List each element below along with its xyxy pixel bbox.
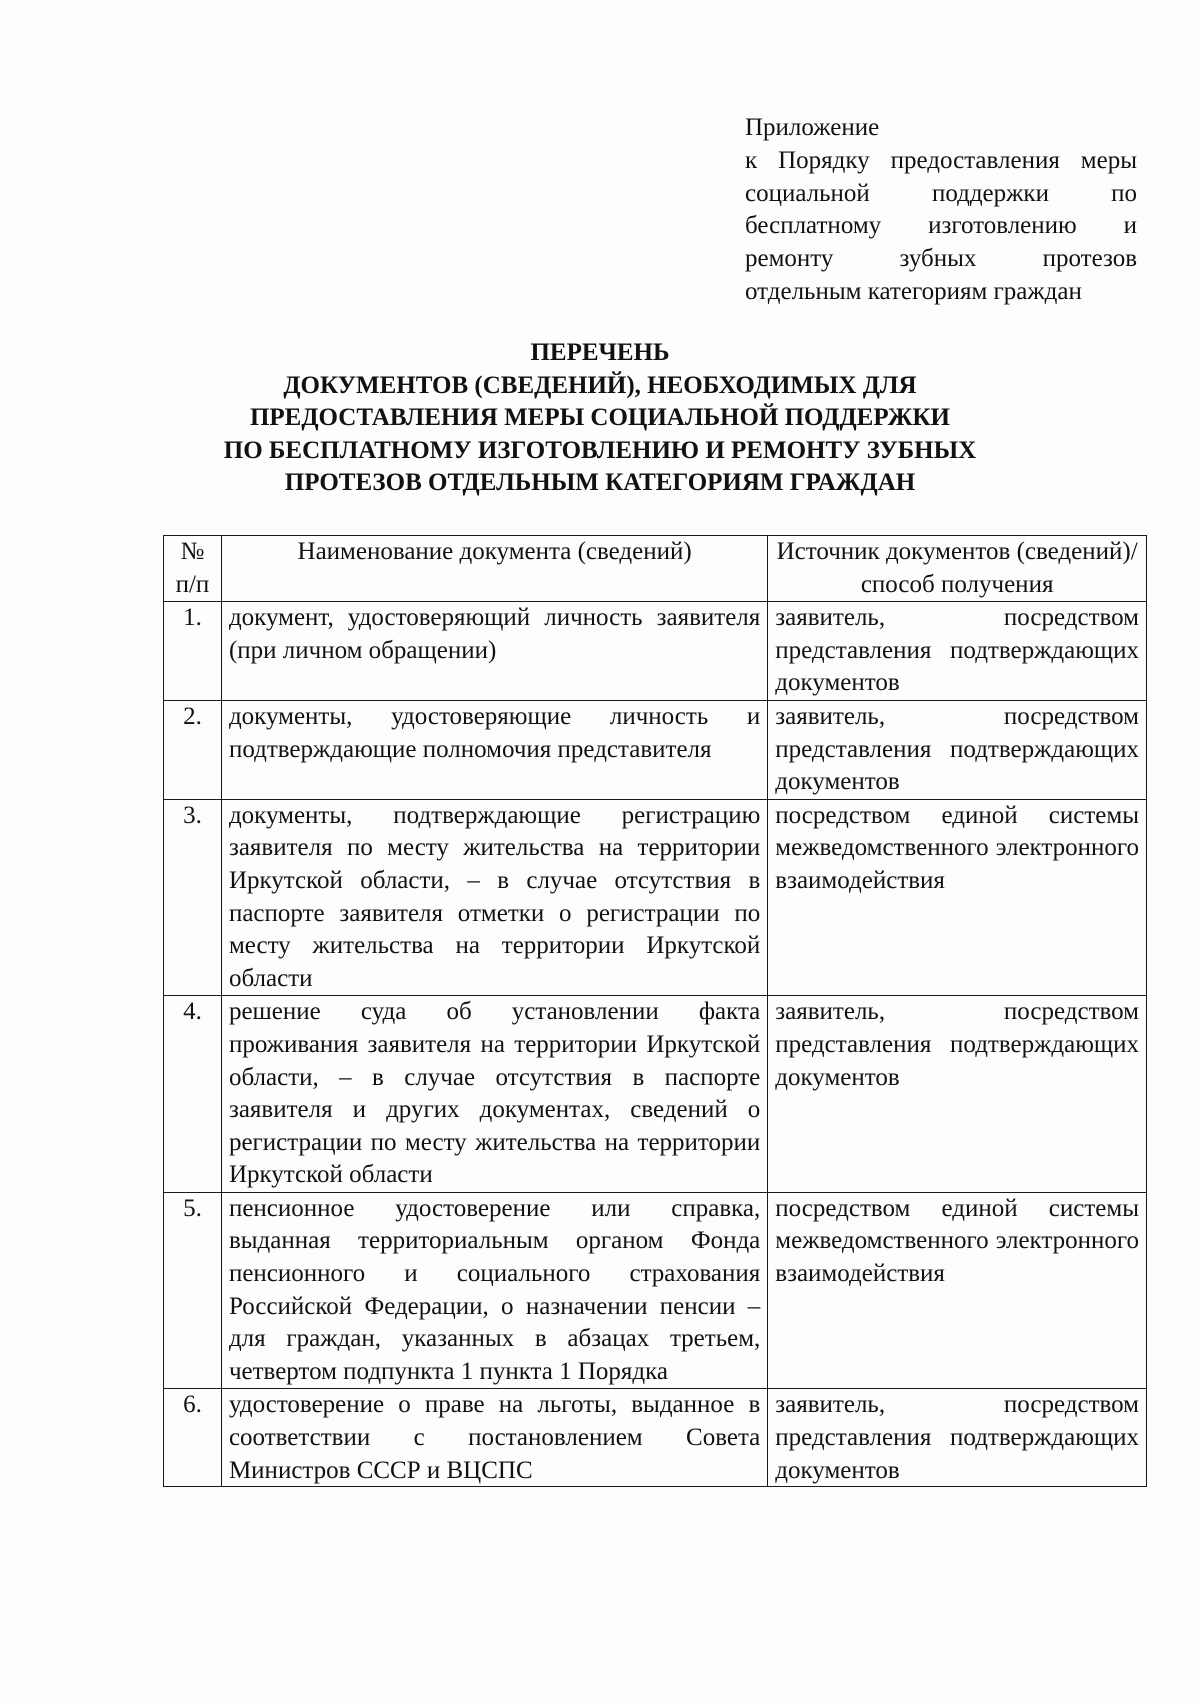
row-document-source (768, 1389, 1147, 1487)
document-title (160, 337, 1040, 500)
annex-text: к Порядку предоставления меры социальной поддержки по бесплатному изготовлению и ремонту зубных протезов отдельным категориям граждан (745, 146, 1137, 305)
document-title-subheading: ДОКУМЕНТОВ (СВЕДЕНИЙ), НЕОБХОДИМЫХ ДЛЯ ПРЕДОСТАВЛЕНИЯ МЕРЫ СОЦИАЛЬНОЙ ПОДДЕРЖКИ ПО БЕСПЛАТНОМУ ИЗГОТОВЛЕНИЮ И РЕМОНТУ ЗУБНЫХ ПРОТЕЗОВ ОТДЕЛЬНЫМ КАТЕГОРИЯМ ГРАЖДАН (223, 371, 977, 497)
row-num: 5. (164, 1192, 222, 1389)
table-row (164, 799, 1147, 996)
table-row (164, 602, 1147, 701)
row-num: 6. (164, 1389, 222, 1487)
row-document-source-text: заявитель, посредством представления подтверждающих документов (775, 1391, 1139, 1484)
row-num: 2. (164, 700, 222, 799)
row-document-source: заявитель, посредством представления подтверждающих документов (768, 700, 1147, 799)
documents-table (163, 535, 1147, 1487)
table-row (164, 1192, 1147, 1389)
document-title-heading: ПЕРЕЧЕНЬ (530, 339, 670, 366)
annex-block (745, 112, 1137, 309)
header-num: № п/п (164, 536, 222, 602)
row-document-source: заявитель, посредством представления подтверждающих документов (768, 602, 1147, 701)
row-document-name: пенсионное удостоверение или справка, выданная территориальным органом Фонда пенсионного и социального страхования Российской Федерации, о назначении пенсии – для граждан, указанных в абзацах третьем, четвертом подпункта 1 пункта 1 Порядка (221, 1192, 767, 1389)
annex-title: Приложение (745, 114, 880, 141)
row-document-source: посредством единой системы межведомственного электронного взаимодействия (768, 1192, 1147, 1389)
row-document-name: документы, подтверждающие регистрацию заявителя по месту жительства на территории Иркутской области, – в случае отсутствия в паспорте заявителя отметки о регистрации по месту жительства на территории Иркутской области (221, 799, 767, 996)
row-document-name-text: удостоверение о праве на льготы, выданное в соответствии с постановлением Совета Министров СССР и ВЦСПС (228, 1391, 761, 1484)
table-row (164, 700, 1147, 799)
row-document-name: документы, удостоверяющие личность и подтверждающие полномочия представителя (221, 700, 767, 799)
row-document-name: документ, удостоверяющий личность заявителя (при личном обращении) (221, 602, 767, 701)
row-num: 3. (164, 799, 222, 996)
table-header-row (164, 536, 1147, 602)
row-num: 1. (164, 602, 222, 701)
row-num: 4. (164, 996, 222, 1193)
row-document-source: заявитель, посредством представления подтверждающих документов (768, 996, 1147, 1193)
row-document-source: посредством единой системы межведомственного электронного взаимодействия (768, 799, 1147, 996)
table-row (164, 1389, 1147, 1487)
header-name: Наименование документа (сведений) (221, 536, 767, 602)
header-source: Источник документов (сведений)/способ получения (768, 536, 1147, 602)
table-row (164, 996, 1147, 1193)
row-document-name: решение суда об установлении факта проживания заявителя на территории Иркутской области, – в случае отсутствия в паспорте заявителя и других документах, сведений о регистрации по месту жительства на территории Иркутской области (221, 996, 767, 1193)
row-document-name (221, 1389, 767, 1487)
